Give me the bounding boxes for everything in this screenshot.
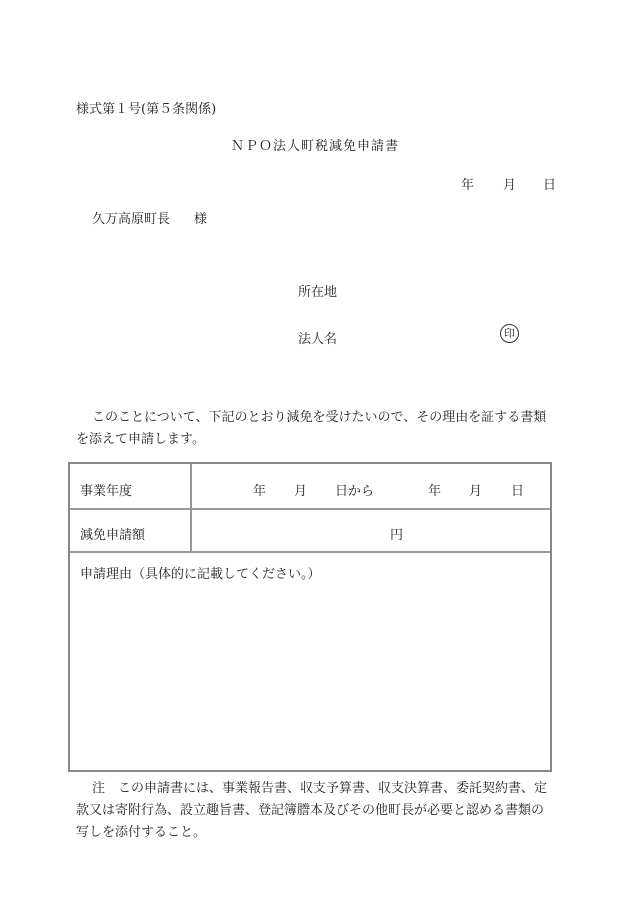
- amount-label: 減免申請額: [80, 528, 146, 543]
- addressee: [92, 208, 207, 227]
- note-text: 注 この申請書には、事業報告書、収支予算書、収支決算書、委託契約書、定款又は寄附行為、設立趣旨書、登記簿謄本及びその他町長が必要と認める書類の写しを添付すること。: [76, 781, 548, 840]
- date-month: 月: [503, 178, 517, 193]
- corporation-name-label: 法人名: [298, 332, 338, 347]
- period-end-year: 年: [428, 484, 442, 499]
- address-label: 所在地: [298, 285, 338, 300]
- form-number: 様式第１号(第５条関係): [76, 102, 217, 117]
- amount-unit: 円: [390, 528, 404, 543]
- document-title: ＮＰＯ法人町税減免申請書: [230, 139, 399, 154]
- addressee-name: 久万高原町長: [92, 212, 171, 227]
- table-row-divider: [70, 508, 550, 510]
- addressee-honorific: 様: [194, 212, 208, 227]
- reason-label: 申請理由（具体的に記載してください。）: [80, 567, 321, 582]
- date-year: 年: [461, 178, 475, 193]
- intro-text: このことについて、下記のとおり減免を受けたいので、その理由を証する書類を添えて申請します。: [76, 410, 547, 447]
- period-end-month: 月: [469, 484, 483, 499]
- fiscal-year-label: 事業年度: [80, 484, 133, 499]
- period-start-day: 日から: [335, 484, 375, 499]
- period-start-year: 年: [253, 484, 267, 499]
- application-table: [68, 462, 552, 772]
- period-end-day: 日: [511, 484, 525, 499]
- table-row-divider: [70, 551, 550, 553]
- period-start-month: 月: [294, 484, 308, 499]
- seal-mark-icon: 印: [500, 324, 519, 343]
- date-day: 日: [543, 178, 557, 193]
- table-column-divider: [190, 464, 192, 551]
